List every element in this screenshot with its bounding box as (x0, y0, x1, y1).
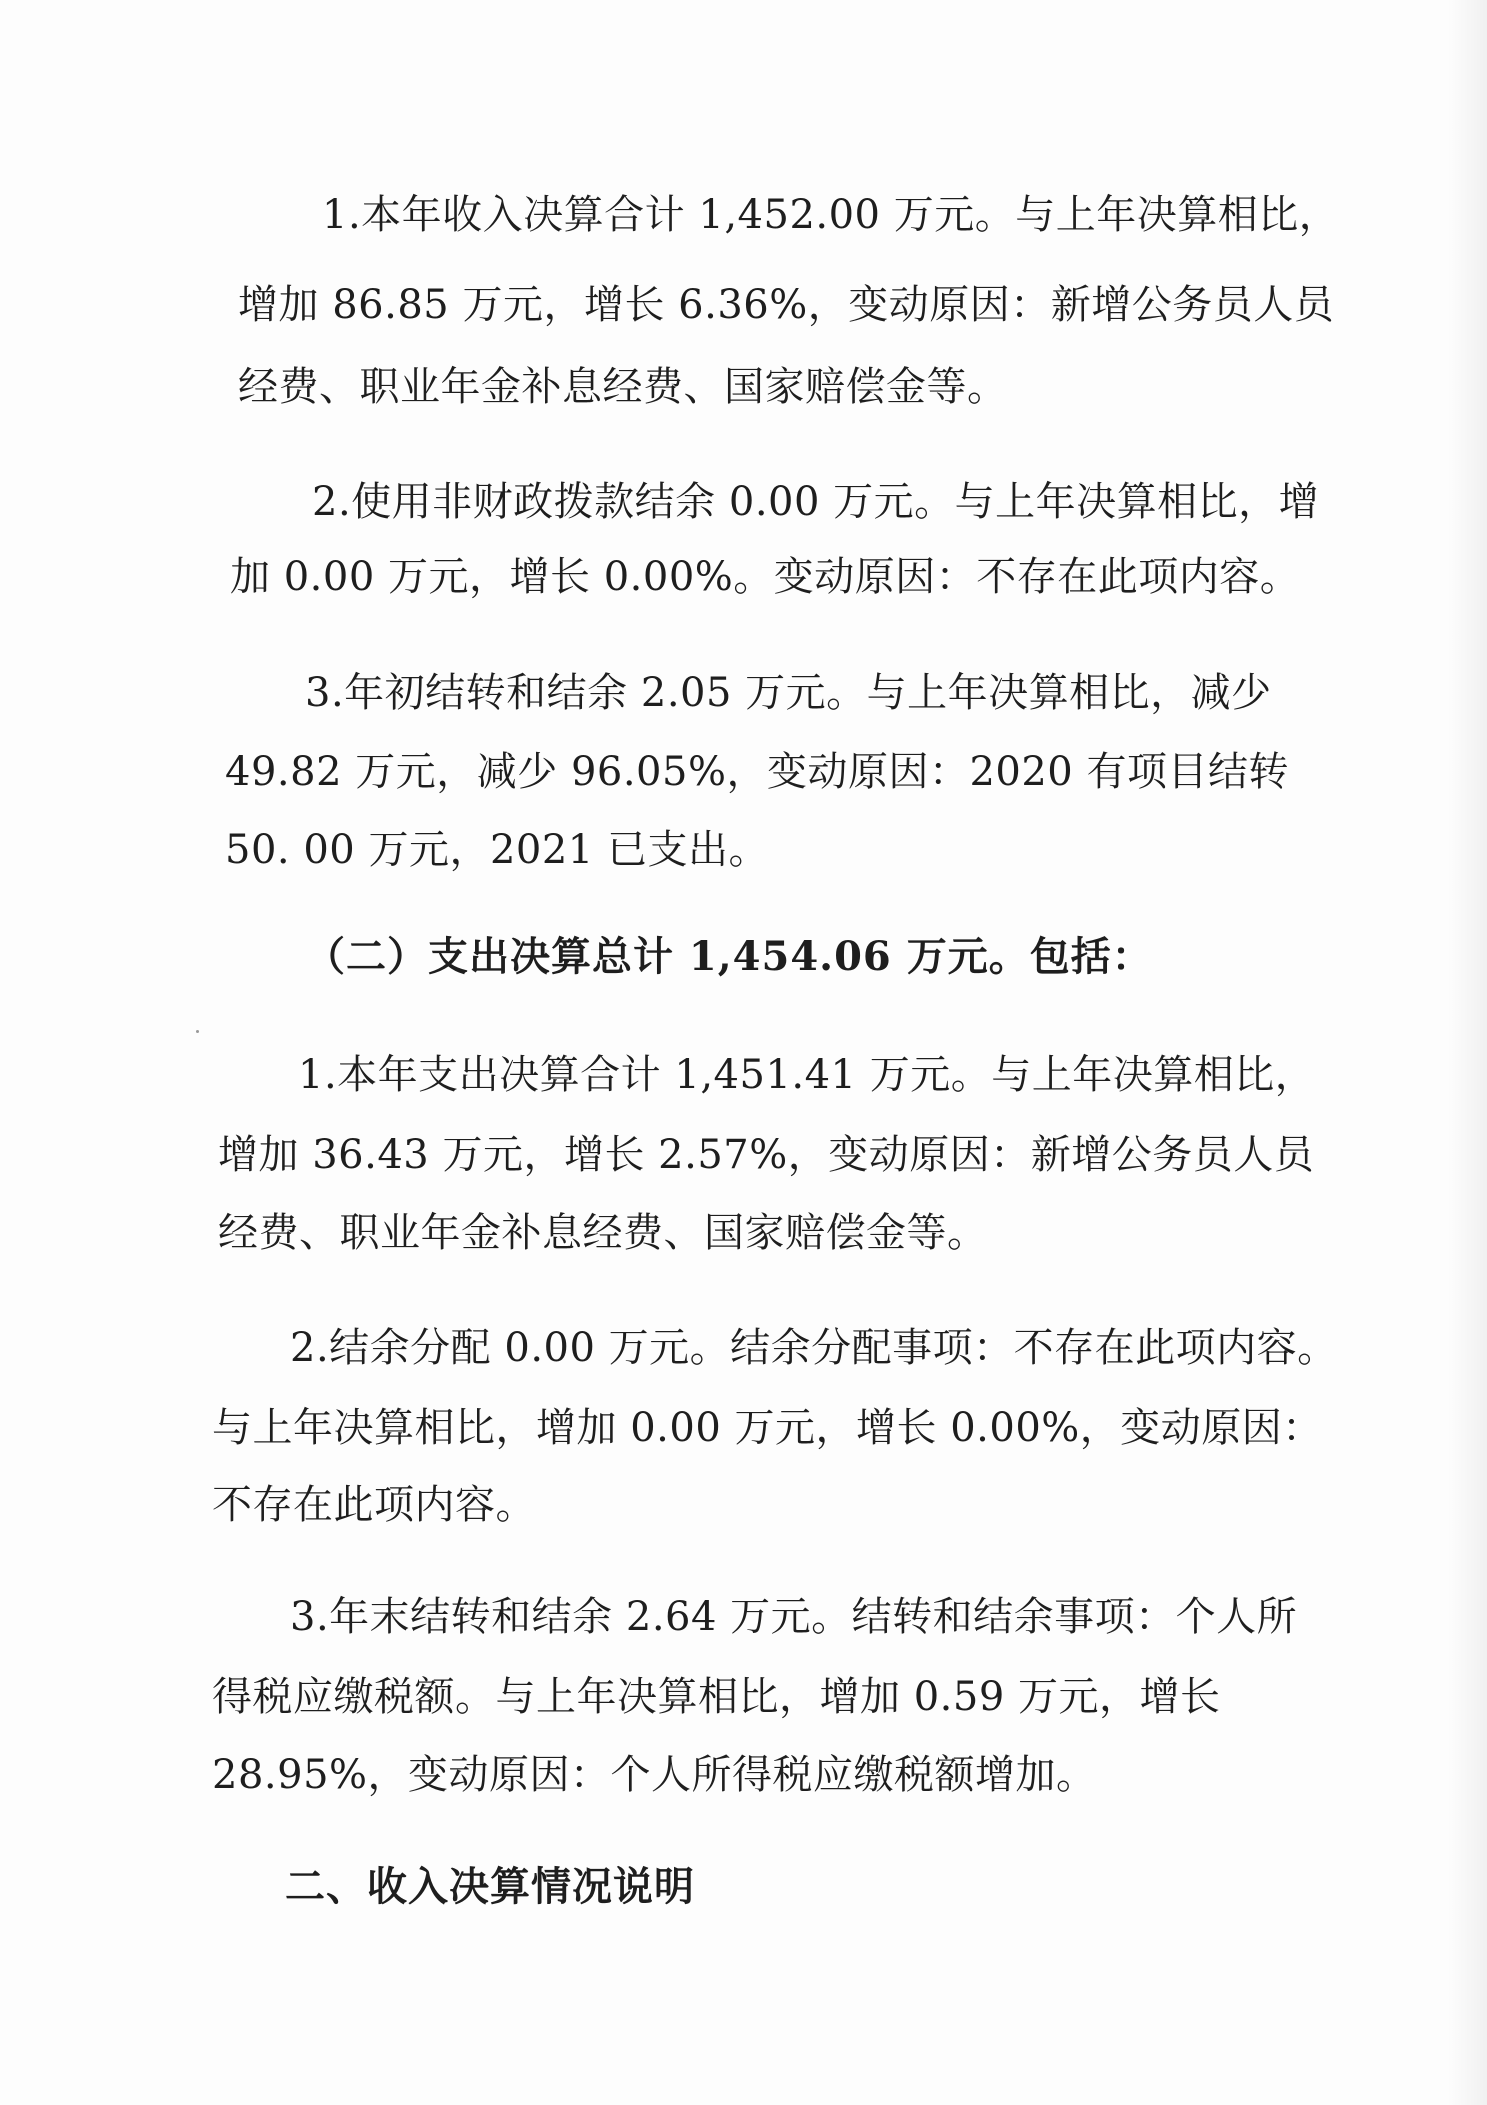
paragraph-3-line-2: 49.82 万元，减少 96.05%，变动原因：2020 有项目结转 (225, 749, 1289, 795)
paragraph-6-line-2: 得税应缴税额。与上年决算相比，增加 0.59 万元，增长 (212, 1674, 1221, 1720)
paragraph-5-line-2: 与上年决算相比，增加 0.00 万元，增长 0.00%，变动原因： (212, 1405, 1323, 1451)
paragraph-5-line-3: 不存在此项内容。 (212, 1482, 536, 1528)
paragraph-3-line-1: 3.年初结转和结余 2.05 万元。与上年决算相比，减少 (305, 670, 1272, 716)
paragraph-6-line-3: 28.95%，变动原因：个人所得税应缴税额增加。 (212, 1752, 1097, 1798)
paragraph-3-line-3: 50. 00 万元，2021 已支出。 (225, 827, 769, 873)
paragraph-1-line-1: 1.本年收入决算合计 1,452.00 万元。与上年决算相比， (322, 192, 1340, 238)
paragraph-1-line-2: 增加 86.85 万元，增长 6.36%，变动原因：新增公务员人员 (238, 282, 1335, 328)
paragraph-4-line-2: 增加 36.43 万元，增长 2.57%，变动原因：新增公务员人员 (218, 1132, 1315, 1178)
scan-speck (196, 1030, 199, 1033)
paragraph-2-line-2: 加 0.00 万元，增长 0.00%。变动原因：不存在此项内容。 (230, 554, 1301, 600)
section-heading: 二、收入决算情况说明 (285, 1863, 695, 1910)
paragraph-4-line-1: 1.本年支出决算合计 1,451.41 万元。与上年决算相比， (298, 1052, 1316, 1098)
paragraph-5-line-1: 2.结余分配 0.00 万元。结余分配事项：不存在此项内容。 (290, 1325, 1338, 1371)
paragraph-6-line-1: 3.年末结转和结余 2.64 万元。结转和结余事项：个人所 (290, 1594, 1298, 1640)
paragraph-1-line-3: 经费、职业年金补息经费、国家赔偿金等。 (238, 364, 1008, 410)
expenditure-subheading: （二）支出决算总计 1,454.06 万元。包括： (305, 933, 1153, 980)
paragraph-2-line-1: 2.使用非财政拨款结余 0.00 万元。与上年决算相比，增 (312, 479, 1320, 525)
scan-shadow-edge (1447, 0, 1487, 2105)
paragraph-4-line-3: 经费、职业年金补息经费、国家赔偿金等。 (218, 1210, 988, 1256)
